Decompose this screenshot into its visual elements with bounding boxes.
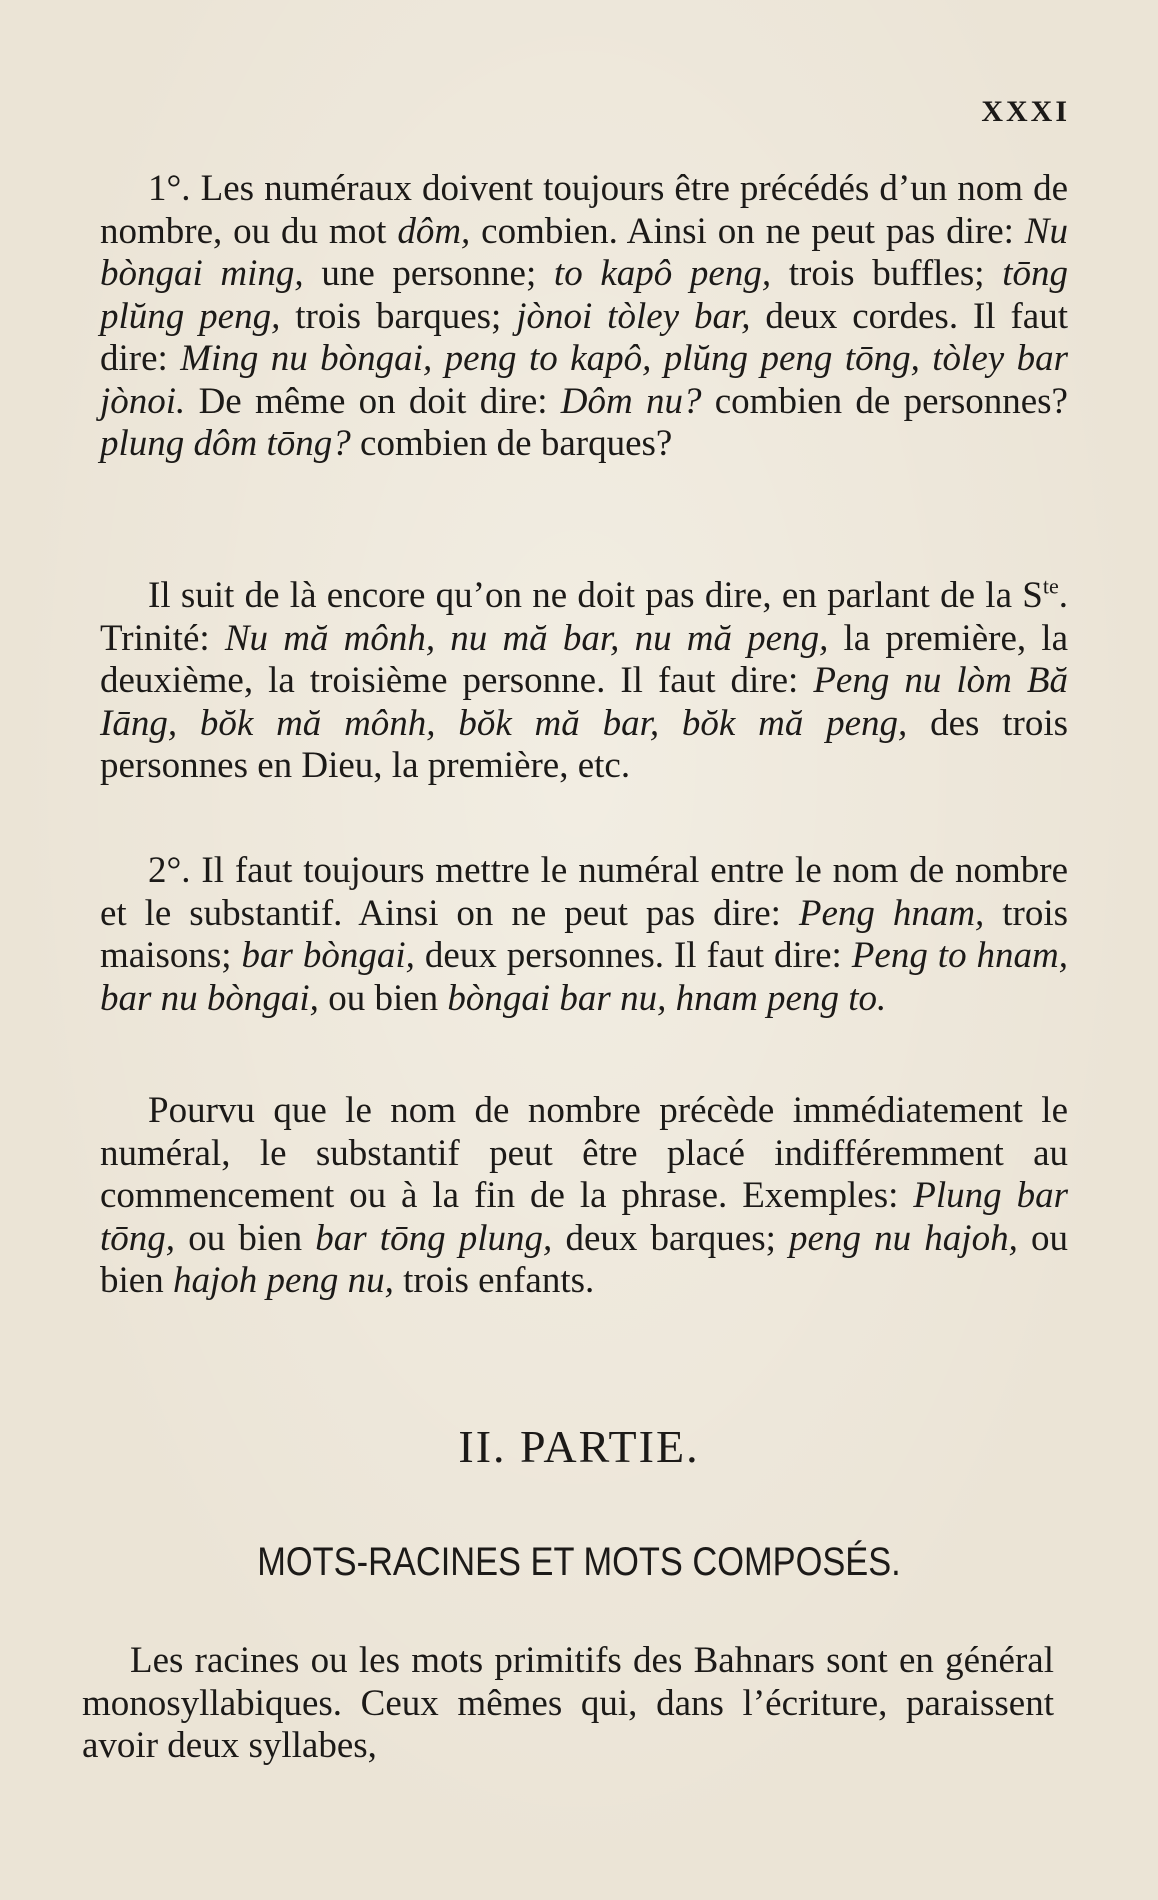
paragraph-trinity-example: Il suit de là encore qu’on ne doit pas dire, en parlant de la $S^{te}$. Trinité: Nu mă mônh, nu mă bar, nu mă peng, la première, la deuxième, la troisième personne. Il faut dire: Peng nu lòm Bă Iāng, bŏk mă mônh, bŏk mă bar, bŏk mă peng, des trois personnes en Dieu, la première, etc. xyxy=(100,573,1069,786)
paragraph-word-order: Pourvu que le nom de nombre précède immédiatement le numéral, le substantif peut être placé indifféremment au commencement ou à la fin de la phrase. Exemples: Plung bar tōng, ou bien bar tōng plung, deux barques; peng nu hajoh, ou bien hajoh peng nu, trois enfants. xyxy=(100,1090,1069,1301)
paragraph-numerals-rule-1: 1°. Les numéraux doivent toujours être précédés d’un nom de nombre, ou du mot dôm, combien. Ainsi on ne peut pas dire: Nu bòngai ming, une personne; to kapô peng, trois buffles; tōng plŭng peng, trois barques; jònoi tòley bar, deux cordes. Il faut dire: Ming nu bòngai, peng to kapô, plŭng peng tōng, tòley bar jònoi. De même on doit dire: Dôm nu? combien de personnes? plung dôm tōng? combien de barques? xyxy=(100,168,1069,464)
section-heading: MOTS-RACINES ET MOTS COMPOSÉS. xyxy=(257,1540,901,1584)
paragraph-numerals-rule-2: 2°. Il faut toujours mettre le numéral entre le nom de nombre et le substantif. Ainsi on ne peut pas dire: Peng hnam, trois maisons; bar bòngai, deux personnes. Il faut dire: Peng to hnam, bar nu bòngai, ou bien bòngai bar nu, hnam peng to. xyxy=(100,850,1069,1019)
page-number: XXXI xyxy=(981,95,1070,128)
paragraph-root-words: Les racines ou les mots primitifs des Bahnars sont en général monosyllabiques. Ceux mêmes qui, dans l’écriture, paraissent avoir deux syllabes, xyxy=(82,1640,1054,1766)
part-heading: II. PARTIE. xyxy=(458,1421,700,1472)
rule-marker: 1°. xyxy=(148,168,191,209)
rule-marker: 2°. xyxy=(148,850,191,891)
